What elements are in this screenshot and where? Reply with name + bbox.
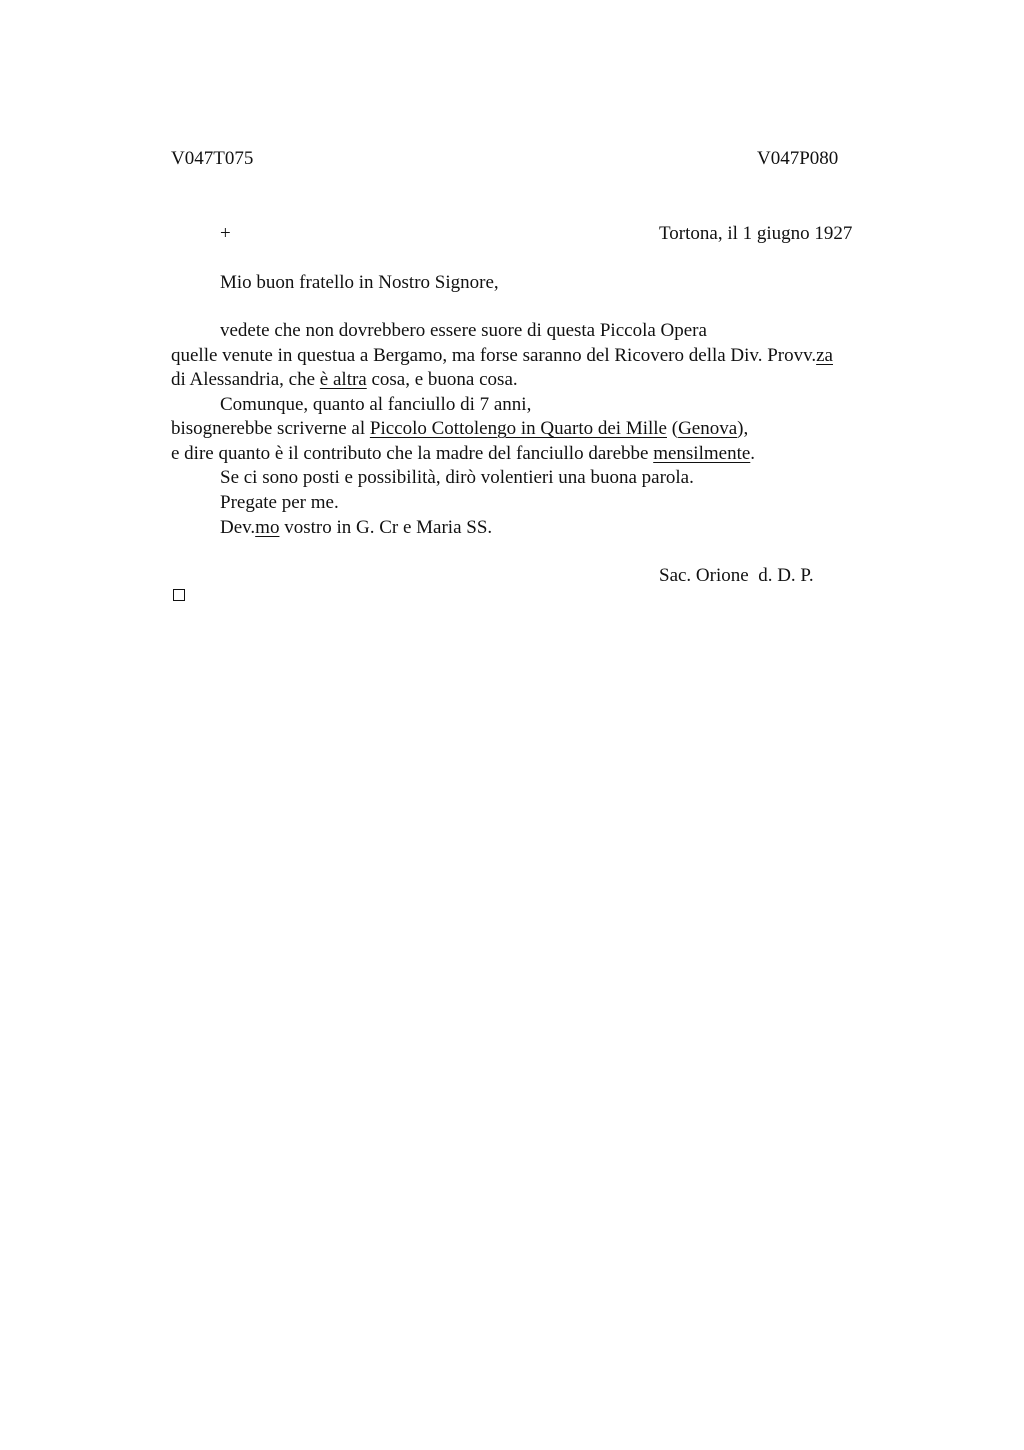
- text-run: .: [750, 443, 756, 464]
- salutation: Mio buon fratello in Nostro Signore,: [220, 272, 499, 293]
- paragraph-2-line-1: Comunque, quanto al fanciullo di 7 anni,: [220, 394, 532, 415]
- right-code: V047P080: [757, 148, 839, 169]
- text-run: bisognerebbe scriverne al: [171, 418, 370, 439]
- underlined-text: za: [816, 345, 833, 366]
- cross-mark: +: [220, 223, 231, 244]
- text-run: di Alessandria, che: [171, 369, 320, 390]
- underlined-text: è altra: [319, 369, 367, 390]
- text-run: vostro in G. Cr e Maria SS.: [279, 517, 493, 538]
- signature: Sac. Orione d. D. P.: [659, 565, 814, 586]
- paragraph-2-line-3: [171, 444, 755, 463]
- paragraph-2-line-2: [171, 419, 748, 438]
- left-code: V047T075: [171, 148, 254, 169]
- paragraph-1-line-2: [171, 346, 833, 365]
- text-run: e dire quanto è il contributo che la madre del fanciullo darebbe: [171, 443, 654, 464]
- paragraph-1-line-1: vedete che non dovrebbero essere suore di questa Piccola Opera: [220, 320, 707, 341]
- text-run: Dev.: [220, 517, 256, 538]
- underlined-text: Piccolo Cottolengo in Quarto dei Mille: [369, 418, 667, 439]
- underlined-text: Genova: [678, 418, 738, 439]
- text-run: cosa, e buona cosa.: [366, 369, 518, 390]
- square-outline-icon: [173, 589, 185, 601]
- text-run: (: [667, 418, 679, 439]
- text-run: ),: [737, 418, 749, 439]
- place-date: Tortona, il 1 giugno 1927: [659, 223, 853, 244]
- paragraph-1-line-3: [171, 370, 518, 389]
- paragraph-3: Se ci sono posti e possibilità, dirò volentieri una buona parola.: [220, 467, 694, 488]
- underlined-text: mensilmente: [653, 443, 751, 464]
- text-run: quelle venute in questua a Bergamo, ma forse saranno del Ricovero della Div. Provv.: [171, 345, 817, 366]
- closing: [220, 518, 492, 537]
- paragraph-4: Pregate per me.: [220, 492, 339, 513]
- underlined-text: mo: [255, 517, 280, 538]
